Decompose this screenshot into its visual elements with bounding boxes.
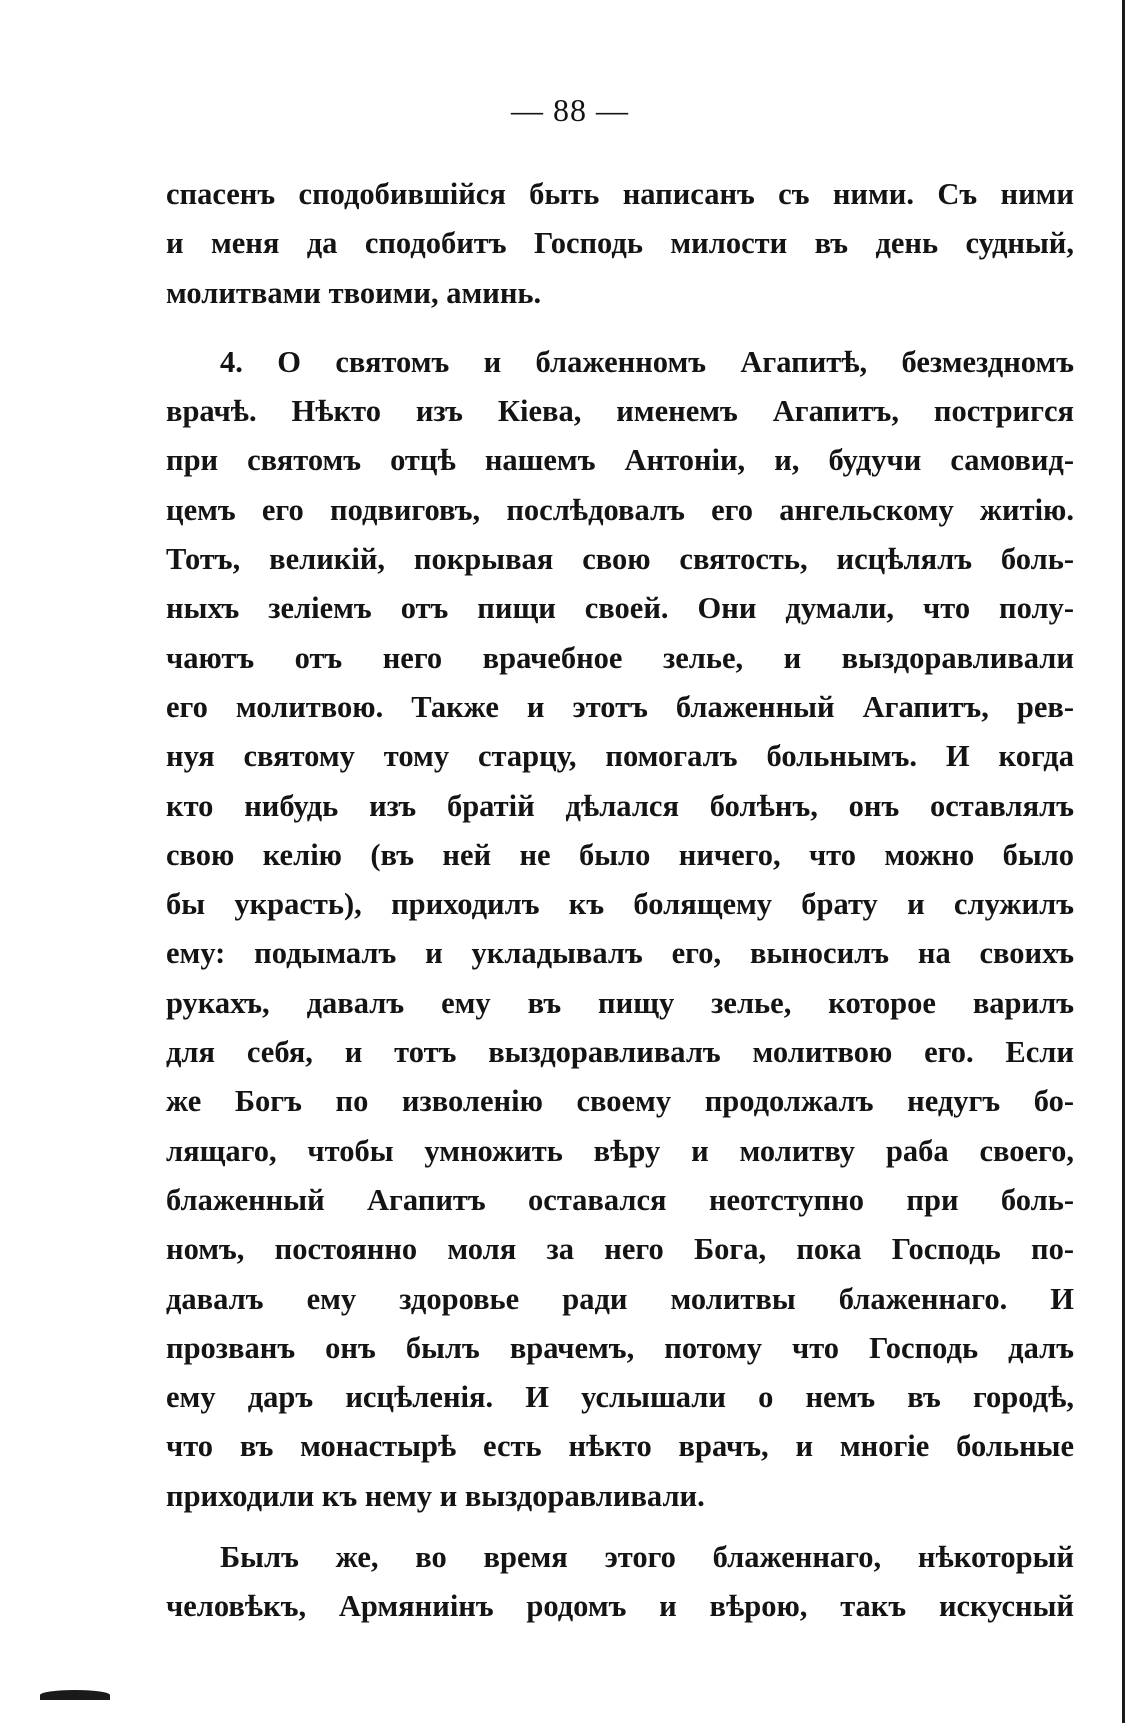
text-line: нуя святому тому старцу, помогалъ больнымъ. И когда	[166, 739, 1074, 774]
text-line: кто нибудь изъ братій дѣлался болѣнъ, онъ оставлялъ	[166, 788, 1074, 823]
text-line: номъ, постоянно моля за него Бога, пока Господь по-	[166, 1232, 1074, 1267]
paragraph-gap	[166, 318, 1074, 338]
text-line: давалъ ему здоровье ради молитвы блаженнаго. И	[166, 1281, 1074, 1316]
section-number: 4.	[220, 344, 243, 379]
page-body	[166, 170, 1074, 1632]
text-line: молитвами твоими, аминь.	[166, 275, 542, 310]
text-line: для себя, и тотъ выздоравливалъ молитвою его. Если	[166, 1035, 1074, 1070]
text-line: ему даръ исцѣленія. И услышали о немъ въ городѣ,	[166, 1380, 1074, 1415]
text-line: бы украсть), приходилъ къ болящему брату и служилъ	[166, 887, 1074, 922]
text-line: ныхъ зеліемъ отъ пищи своей. Они думали, что полу-	[166, 591, 1074, 626]
text-line: рукахъ, давалъ ему въ пищу зелье, которое варилъ	[166, 985, 1074, 1020]
page-edge-rule	[1122, 0, 1125, 1723]
section-title: О святомъ и блаженномъ Агапитѣ, безмездномъ	[277, 344, 1074, 379]
section-heading-line	[166, 338, 1074, 387]
text-line: прозванъ онъ былъ врачемъ, потому что Господь далъ	[166, 1330, 1074, 1365]
paragraph-start: Нѣкто изъ Кіева, именемъ Агапитъ, постригся	[291, 394, 1075, 429]
scan-artifact	[40, 1690, 110, 1700]
text-line: что въ монастырѣ есть нѣкто врачъ, и многіе больные	[166, 1429, 1074, 1464]
text-line: ему: подымалъ и укладывалъ его, выносилъ на своихъ	[166, 936, 1074, 971]
text-line: блаженный Агапитъ оставался неотступно при боль-	[166, 1182, 1074, 1217]
section-heading-continuation	[166, 387, 1074, 436]
section-title-end: врачѣ.	[166, 394, 257, 429]
text-line: спасенъ сподобившійся быть написанъ съ ними. Съ ними	[166, 177, 1074, 211]
text-line: свою келію (въ ней не было ничего, что можно было	[166, 837, 1074, 872]
text-line: и меня да сподобитъ Господь милости въ день судный,	[166, 226, 1074, 261]
text-line: его молитвою. Также и этотъ блаженный Агапитъ, рев-	[166, 689, 1074, 724]
text-line: при святомъ отцѣ нашемъ Антоніи, и, будучи самовид-	[166, 443, 1074, 478]
text-line: Былъ же, во время этого блаженнаго, нѣкоторый	[220, 1540, 1074, 1575]
text-line: приходили къ нему и выздоравливали.	[166, 1478, 705, 1513]
text-line: Тотъ, великій, покрывая свою святость, исцѣлялъ боль-	[166, 542, 1074, 577]
paragraph-gap	[166, 1521, 1074, 1533]
page-number: — 88 —	[511, 92, 629, 128]
text-line: чаютъ отъ него врачебное зелье, и выздоравливали	[166, 640, 1074, 675]
text-line: цемъ его подвиговъ, послѣдовалъ его ангельскому житію.	[166, 492, 1074, 527]
text-line: лящаго, чтобы умножить вѣру и молитву раба своего,	[166, 1133, 1074, 1168]
text-line: человѣкъ, Армяниінъ родомъ и вѣрою, такъ искусный	[166, 1589, 1074, 1624]
text-line: же Богъ по изволенію своему продолжалъ недугъ бо-	[166, 1084, 1074, 1119]
